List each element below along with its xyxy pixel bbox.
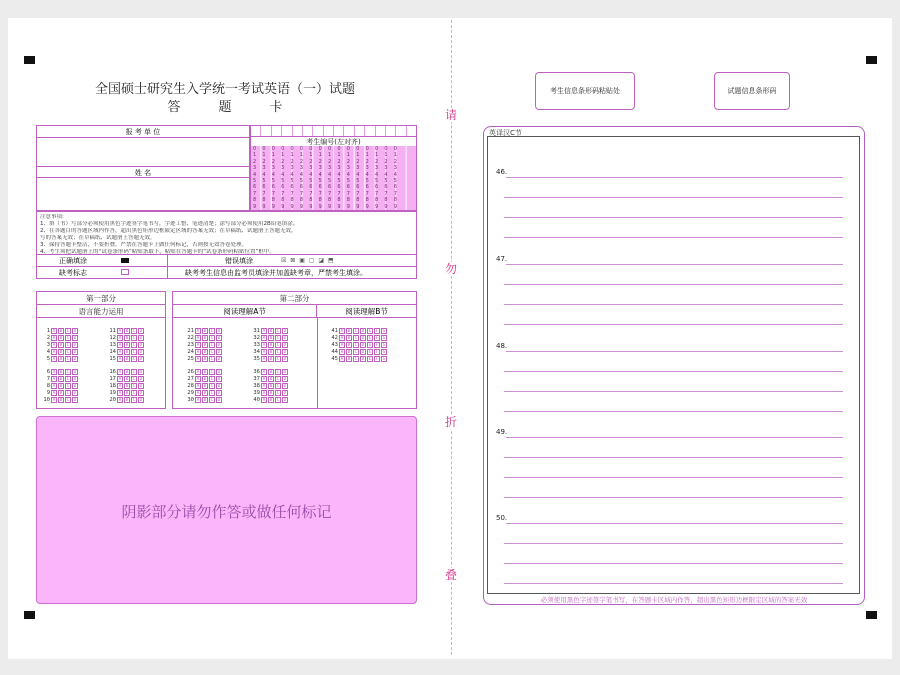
absent-checkbox[interactable] <box>121 269 129 275</box>
question-number: 47. <box>496 255 508 263</box>
question-bubbles[interactable]: 30 A B C D <box>187 397 221 403</box>
registration-mark <box>866 611 877 619</box>
question-bubbles[interactable]: 32 A B C D <box>253 335 287 341</box>
question-bubbles[interactable]: 5 A B C D <box>46 356 77 362</box>
page-subtitle: 答题卡 <box>167 100 321 115</box>
question-bubbles[interactable]: 23 A B C D <box>187 342 221 348</box>
writing-line[interactable] <box>504 371 843 372</box>
question-bubbles[interactable]: 45 A B C D E F G <box>331 356 386 362</box>
question-bubbles[interactable]: 19 A B C D <box>109 390 143 396</box>
question-bubbles[interactable]: 13 A B C D <box>109 342 143 348</box>
writing-line[interactable] <box>504 457 843 458</box>
question-bubbles[interactable]: 28 A B C D <box>187 383 221 389</box>
absent-note: 缺考考生信息由监考员填涂并加盖缺考章，严禁考生填涂。 <box>185 269 367 277</box>
question-number: 46. <box>496 168 508 176</box>
writing-line[interactable] <box>504 411 843 412</box>
question-bubbles[interactable]: 8 A B C D <box>46 383 77 389</box>
notes-line: 2、在各题目的答题区域内作答，超出黑色矩形边框限定区域的答案无效；在草稿纸、试题册上答题无效。 <box>40 228 297 234</box>
question-bubbles[interactable]: 41 A B C D E F G <box>331 328 386 334</box>
question-bubbles[interactable]: 43 A B C D E F G <box>331 342 386 348</box>
question-bubbles[interactable]: 10 A B C D <box>43 397 77 403</box>
exam-number-grid <box>250 125 417 211</box>
question-bubbles[interactable]: 35 A B C D <box>253 356 287 362</box>
question-bubbles[interactable]: 33 A B C D <box>253 342 287 348</box>
question-bubbles[interactable]: 44 A B C D E F G <box>331 349 386 355</box>
part1-title: 第一部分 <box>37 292 165 305</box>
section-title: 英译汉C节 <box>489 129 522 137</box>
writing-line[interactable] <box>504 497 843 498</box>
writing-line[interactable] <box>504 543 843 544</box>
absent-label: 缺考标志 <box>59 269 87 277</box>
part1-subtitle: 语言能力运用 <box>37 305 165 318</box>
question-bubbles[interactable]: 38 A B C D <box>253 383 287 389</box>
notes-line: 写的答案无效；在草稿纸、试题册上答题无效。 <box>40 235 156 241</box>
writing-line[interactable] <box>504 237 843 238</box>
part2-sub-b: 阅读理解B节 <box>345 307 388 316</box>
question-bubbles[interactable]: 7 A B C D <box>46 376 77 382</box>
question-bubbles[interactable]: 9 A B C D <box>46 390 77 396</box>
writing-line[interactable] <box>506 351 843 352</box>
page-title: 全国硕士研究生入学统一考试英语（一）试题 <box>94 82 355 97</box>
writing-line[interactable] <box>504 477 843 478</box>
writing-line[interactable] <box>504 324 843 325</box>
fill-legend <box>36 255 417 267</box>
question-bubbles[interactable]: 4 A B C D <box>46 349 77 355</box>
notes-title: 注意事项: <box>40 214 64 220</box>
question-bubbles[interactable]: 17 A B C D <box>109 376 143 382</box>
question-bubbles[interactable]: 39 A B C D <box>253 390 287 396</box>
question-bubbles[interactable]: 36 A B C D <box>253 369 287 375</box>
writing-line[interactable] <box>506 523 843 524</box>
fold-char: 叠 <box>444 568 457 582</box>
barcode-area: 考生信息条形码粘贴处 <box>535 72 635 110</box>
question-bubbles[interactable]: 11 A B C D <box>109 328 143 334</box>
writing-line[interactable] <box>504 304 843 305</box>
question-bubbles[interactable]: 21 A B C D <box>187 328 221 334</box>
registration-mark <box>866 56 877 64</box>
part2-title: 第二部分 <box>173 292 416 305</box>
notes-line: 4、考生须把试题册上的“试卷条形码”粘贴条取下，粘贴在答题卡的“试卷条形码粘贴位置”框中。 <box>40 249 275 255</box>
notes-line: 3、保持答题卡整洁，不要折叠，严禁在答题卡上做任何标记，否则按无效答卷处理。 <box>40 242 248 248</box>
question-bubbles[interactable]: 1 A B C D <box>46 328 77 334</box>
writing-line[interactable] <box>504 197 843 198</box>
question-bubbles[interactable]: 31 A B C D <box>253 328 287 334</box>
info-box <box>36 125 250 211</box>
writing-line[interactable] <box>506 177 843 178</box>
exam-number-digits: 0000000000000000 1111111111111111 2222222222222222 3333333333333333 4444444444444444 5555555555555555 6666666666666666 7777777777777777 8888888888888888 9999999999999999 <box>253 146 404 210</box>
question-bubbles[interactable]: 20 A B C D <box>109 397 143 403</box>
unit-label: 报 考 单 位 <box>37 126 249 138</box>
wrong-fill-label: 错误填涂 <box>225 257 253 265</box>
question-number: 49. <box>496 428 508 436</box>
notes-line: 1、填（书）写部分必须使用黑色字迹签字笔书写，字迹工整、笔迹清楚；涂写部分必须使用2B铅笔填涂。 <box>40 221 299 227</box>
writing-line[interactable] <box>506 264 843 265</box>
question-bubbles[interactable]: 18 A B C D <box>109 383 143 389</box>
writing-line[interactable] <box>504 563 843 564</box>
question-bubbles[interactable]: 26 A B C D <box>187 369 221 375</box>
writing-line[interactable] <box>504 217 843 218</box>
writing-line[interactable] <box>506 437 843 438</box>
absent-row <box>36 267 417 279</box>
fold-char: 勿 <box>444 262 457 276</box>
question-bubbles[interactable]: 34 A B C D <box>253 349 287 355</box>
question-bubbles[interactable]: 3 A B C D <box>46 342 77 348</box>
exam-number-label: 考生编号(左对齐) <box>306 138 361 146</box>
footer-note: 必须使用黑色字迹签字笔书写，在答题卡区域内作答，超出黑色矩形边框限定区域的答案无效 <box>540 596 808 604</box>
question-bubbles[interactable]: 42 A B C D E F G <box>331 335 386 341</box>
question-bubbles[interactable]: 16 A B C D <box>109 369 143 375</box>
question-bubbles[interactable]: 37 A B C D <box>253 376 287 382</box>
shaded-area <box>36 416 417 604</box>
registration-mark <box>24 611 35 619</box>
writing-line[interactable] <box>504 284 843 285</box>
question-bubbles[interactable]: 14 A B C D <box>109 349 143 355</box>
shade-text: 阴影部分请勿作答或做任何标记 <box>121 503 332 521</box>
part1-section <box>36 291 166 409</box>
correct-fill-label: 正确填涂 <box>59 257 87 265</box>
question-bubbles[interactable]: 27 A B C D <box>187 376 221 382</box>
part2-sub-a: 阅读理解A节 <box>173 305 317 317</box>
question-bubbles[interactable]: 22 A B C D <box>187 335 221 341</box>
question-bubbles[interactable]: 40 A B C D <box>253 397 287 403</box>
question-bubbles[interactable]: 29 A B C D <box>187 390 221 396</box>
test-barcode-area: 试题信息条形码 <box>714 72 790 110</box>
fold-char: 请 <box>444 108 457 122</box>
notes-box <box>36 211 417 255</box>
correct-fill-mark <box>121 258 129 263</box>
question-number: 48. <box>496 342 508 350</box>
fold-char: 折 <box>444 415 457 429</box>
wrong-fill-marks: ☒ ⊠ ▣ ▢ ◪ ⬒ <box>281 257 335 264</box>
registration-mark <box>24 56 35 64</box>
question-bubbles[interactable]: 6 A B C D <box>46 369 77 375</box>
question-bubbles[interactable]: 2 A B C D <box>46 335 77 341</box>
part2-section <box>172 291 417 409</box>
question-bubbles[interactable]: 25 A B C D <box>187 356 221 362</box>
question-bubbles[interactable]: 24 A B C D <box>187 349 221 355</box>
question-number: 50. <box>496 514 508 522</box>
writing-line[interactable] <box>504 583 843 584</box>
question-bubbles[interactable]: 12 A B C D <box>109 335 143 341</box>
question-bubbles[interactable]: 15 A B C D <box>109 356 143 362</box>
writing-line[interactable] <box>504 391 843 392</box>
name-label: 姓 名 <box>37 166 249 178</box>
answer-area[interactable] <box>487 136 860 594</box>
